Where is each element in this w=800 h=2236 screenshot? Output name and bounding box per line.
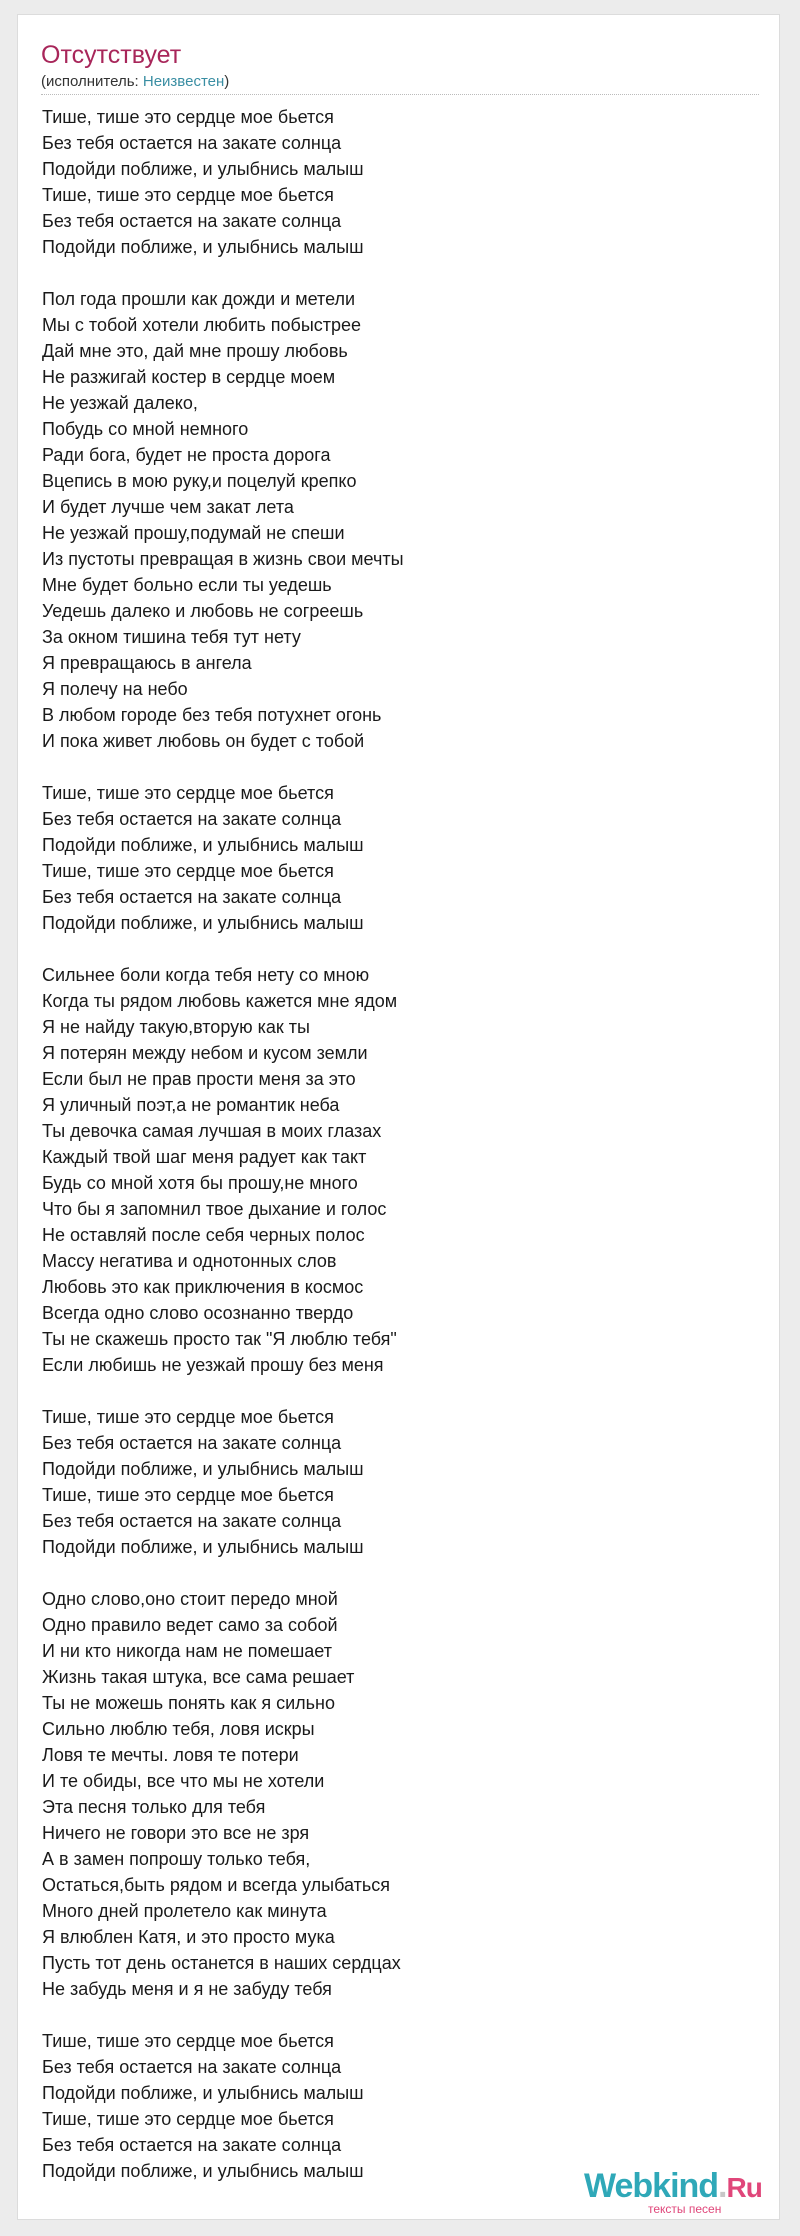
artist-prefix: (исполнитель: — [41, 73, 143, 90]
lyric-line: Подойди поближе, и улыбнись малыш — [42, 2161, 364, 2181]
lyric-line: Не уезжай прошу,подумай не спеши — [42, 523, 345, 543]
lyrics-stanza — [42, 1586, 742, 2002]
lyric-line: И пока живет любовь он будет с тобой — [42, 731, 365, 751]
lyric-line: Я уличный поэт,а не романтик неба — [42, 1095, 340, 1115]
lyric-line: Одно правило ведет само за собой — [42, 1615, 338, 1635]
lyric-line: Если любишь не уезжай прошу без меня — [42, 1355, 384, 1375]
lyric-line: Я влюблен Катя, и это просто мука — [42, 1927, 335, 1947]
lyrics-stanza — [42, 104, 742, 260]
lyric-line: Не оставляй после себя черных полос — [42, 1225, 365, 1245]
lyric-line: Ты не можешь понять как я сильно — [42, 1693, 336, 1713]
lyric-line: Я не найду такую,вторую как ты — [42, 1017, 310, 1037]
lyric-line: Много дней пролетело как минута — [42, 1901, 327, 1921]
lyric-line: Мне будет больно если ты уедешь — [42, 575, 332, 595]
lyric-line: Тише, тише это сердце мое бьется — [42, 2031, 334, 2051]
lyric-line: Без тебя остается на закате солнца — [42, 1511, 342, 1531]
lyric-line: Не разжигай костер в сердце моем — [42, 367, 336, 387]
lyric-line: И ни кто никогда нам не помешает — [42, 1641, 332, 1661]
lyric-line: И те обиды, все что мы не хотели — [42, 1771, 325, 1791]
lyric-line: Что бы я запомнил твое дыхание и голос — [42, 1199, 387, 1219]
artist-link[interactable]: Неизвестен — [142, 73, 225, 90]
lyric-line: Я полечу на небо — [42, 679, 188, 699]
lyric-line: Подойди поближе, и улыбнись малыш — [42, 913, 364, 933]
lyric-line: Ты не скажешь просто так "Я люблю тебя" — [42, 1329, 397, 1349]
lyric-line: Побудь со мной немного — [42, 419, 249, 439]
artist-line — [41, 73, 229, 91]
lyric-line: Без тебя остается на закате солнца — [42, 809, 342, 829]
webkind-logo[interactable] — [580, 2166, 772, 2218]
lyric-line: Тише, тише это сердце мое бьется — [42, 185, 334, 205]
lyric-line: Из пустоты превращая в жизнь свои мечты — [42, 549, 404, 569]
lyric-line: Без тебя остается на закате солнца — [42, 133, 342, 153]
lyric-line: Мы с тобой хотели любить побыстрее — [42, 315, 362, 335]
lyric-line: Подойди поближе, и улыбнись малыш — [42, 1537, 364, 1557]
logo-tagline: тексты песен — [648, 2202, 722, 2216]
lyric-line: Сильно люблю тебя, ловя искры — [42, 1719, 315, 1739]
lyric-line: Массу негатива и однотонных слов — [42, 1251, 337, 1271]
lyric-line: Тише, тише это сердце мое бьется — [42, 783, 334, 803]
lyric-line: Я превращаюсь в ангела — [42, 653, 252, 673]
lyric-line: Пусть тот день останется в наших сердцах — [42, 1953, 401, 1973]
lyric-line: Тише, тише это сердце мое бьется — [42, 861, 334, 881]
lyric-line: Подойди поближе, и улыбнись малыш — [42, 2083, 364, 2103]
lyric-line: Дай мне это, дай мне прошу любовь — [42, 341, 348, 361]
lyric-line: Не уезжай далеко, — [42, 393, 198, 413]
lyric-line: Тише, тише это сердце мое бьется — [42, 1485, 334, 1505]
lyric-line: Любовь это как приключения в космос — [42, 1277, 364, 1297]
lyrics-stanza — [42, 286, 742, 754]
lyric-line: Остаться,быть рядом и всегда улыбаться — [42, 1875, 390, 1895]
lyric-line: Будь со мной хотя бы прошу,не много — [42, 1173, 358, 1193]
lyric-line: А в замен попрошу только тебя, — [42, 1849, 311, 1869]
lyric-line: Сильнее боли когда тебя нету со мною — [42, 965, 370, 985]
lyric-line: Жизнь такая штука, все сама решает — [42, 1667, 355, 1687]
lyric-line: Без тебя остается на закате солнца — [42, 211, 342, 231]
lyric-line: Без тебя остается на закате солнца — [42, 887, 342, 907]
lyric-line: Подойди поближе, и улыбнись малыш — [42, 159, 364, 179]
lyric-line: И будет лучше чем закат лета — [42, 497, 294, 517]
lyric-line: Вцепись в мою руку,и поцелуй крепко — [42, 471, 357, 491]
lyric-line: Когда ты рядом любовь кажется мне ядом — [42, 991, 398, 1011]
logo-wordmark: Webkind.Ru — [584, 2167, 762, 2205]
divider — [41, 94, 759, 95]
lyric-line: Подойди поближе, и улыбнись малыш — [42, 1459, 364, 1479]
lyric-line: Без тебя остается на закате солнца — [42, 1433, 342, 1453]
lyrics-text — [42, 104, 742, 2210]
lyric-line: Не забудь меня и я не забуду тебя — [42, 1979, 332, 1999]
lyric-line: В любом городе без тебя потухнет огонь — [42, 705, 382, 725]
lyrics-stanza — [42, 962, 742, 1378]
lyric-line: Тише, тише это сердце мое бьется — [42, 2109, 334, 2129]
lyric-line: Одно слово,оно стоит передо мной — [42, 1589, 338, 1609]
lyric-line: Каждый твой шаг меня радует как такт — [42, 1147, 367, 1167]
lyric-line: Тише, тише это сердце мое бьется — [42, 1407, 334, 1427]
lyric-line: Без тебя остается на закате солнца — [42, 2135, 342, 2155]
lyric-line: Уедешь далеко и любовь не согреешь — [42, 601, 364, 621]
lyric-line: Всегда одно слово осознанно твердо — [42, 1303, 354, 1323]
lyric-line: Ради бога, будет не проста дорога — [42, 445, 331, 465]
lyric-line: Эта песня только для тебя — [42, 1797, 266, 1817]
lyric-line: Ничего не говори это все не зря — [42, 1823, 310, 1843]
lyric-line: Подойди поближе, и улыбнись малыш — [42, 835, 364, 855]
lyric-line: Подойди поближе, и улыбнись малыш — [42, 237, 364, 257]
lyric-line: Пол года прошли как дожди и метели — [42, 289, 356, 309]
lyric-line: Тише, тише это сердце мое бьется — [42, 107, 334, 127]
lyrics-stanza — [42, 780, 742, 936]
lyric-line: Ты девочка самая лучшая в моих глазах — [42, 1121, 382, 1141]
lyric-line: Если был не прав прости меня за это — [42, 1069, 356, 1089]
lyric-line: Я потерян между небом и кусом земли — [42, 1043, 368, 1063]
song-title: Отсутствует — [41, 41, 182, 69]
lyrics-stanza — [42, 1404, 742, 1560]
lyrics-stanza — [42, 2028, 742, 2184]
artist-suffix: ) — [224, 73, 230, 90]
lyric-line: За окном тишина тебя тут нету — [42, 627, 301, 647]
lyric-line: Без тебя остается на закате солнца — [42, 2057, 342, 2077]
lyric-line: Ловя те мечты. ловя те потери — [42, 1745, 299, 1765]
